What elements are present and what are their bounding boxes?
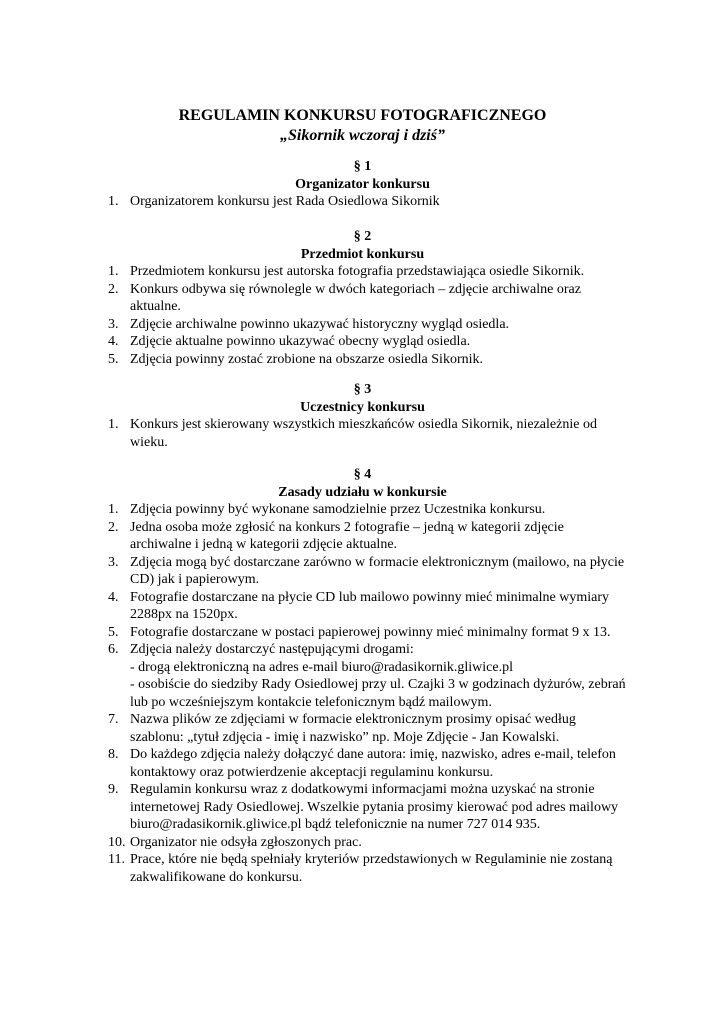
item-text: Jedna osoba może zgłosić na konkurs 2 fotografie – jedną w kategorii zdjęcie archiwalne i jedną w kategorii zdjęcie aktualne. [130, 519, 564, 552]
item-number: 2. [108, 281, 119, 297]
item-number: 1. [108, 194, 119, 209]
item-number: 3. [108, 316, 119, 332]
item-number: 9. [108, 782, 119, 797]
item-number: 3. [108, 554, 119, 570]
item-text: Zdjęcie aktualne powinno ukazywać obecny wygląd osiedla. [130, 334, 471, 349]
list-item [0, 624, 725, 642]
list-item [0, 281, 725, 316]
item-text: Nazwa plików ze zdjęciami w formacie elektronicznym prosimy opisać według szablonu: „tytuł zdjęcia - imię i nazwisko” np. Moje Zdjęcie - Jan Kowalski. [130, 712, 576, 745]
item-text: Fotografie dostarczane w postaci papierowej powinny mieć minimalny format 9 x 13. [130, 624, 611, 640]
item-text: Organizatorem konkursu jest Rada Osiedlowa Sikornik [130, 194, 440, 209]
item-text: Przedmiotem konkursu jest autorska fotografia przedstawiająca osiedle Sikornik. [130, 264, 585, 279]
item-number: 1. [108, 502, 119, 517]
item-number: 1. [108, 264, 119, 279]
delivery-method-in-person: - osobiście do siedziby Rady Osiedlowej przy ul. Czajki 3 w godzinach dyżurów, zebrań lub po wcześniejszym kontakcie telefonicznym bądź mailowym. [130, 677, 626, 710]
item-text: Regulamin konkursu wraz z dodatkowymi informacjami można uzyskać na stronie internetowej Rady Osiedlowej. Wszelkie pytania prosimy kierować pod adres mailowy biuro@radasikornik.gliwice.pl bądź telefonicznie na numer 727 014 935. [130, 782, 619, 832]
list-item [0, 519, 725, 554]
section-title: Organizator konkursu [295, 176, 430, 192]
item-number: 6. [108, 642, 119, 657]
item-text: Konkurs odbywa się równolegle w dwóch kategoriach – zdjęcie archiwalne oraz aktualne. [130, 281, 581, 314]
list-item [0, 851, 725, 886]
section-title: Zasady udziału w konkursie [278, 484, 447, 500]
list-item [0, 263, 725, 281]
document-subtitle: „Sikornik wczoraj i dziś” [280, 127, 445, 144]
list-item [0, 711, 725, 746]
item-number: 8. [108, 747, 119, 762]
item-number: 2. [108, 519, 119, 535]
list-item [0, 316, 725, 334]
section-number: § 1 [353, 159, 372, 174]
list-item [0, 193, 725, 211]
section-rules [0, 466, 725, 886]
item-text: Fotografie dostarczane na płycie CD lub mailowo powinny mieć minimalne wymiary 2288px na 1520px. [130, 589, 609, 622]
delivery-method-email: - drogą elektroniczną na adres e-mail biuro@radasikornik.gliwice.pl [130, 659, 513, 675]
item-text: Zdjęcia powinny być wykonane samodzielnie przez Uczestnika konkursu. [130, 502, 546, 517]
item-text: Konkurs jest skierowany wszystkich mieszkańców osiedla Sikornik, niezależnie od wieku. [130, 417, 597, 450]
item-text: Zdjęcia mogą być dostarczane zarówno w formacie elektronicznym (mailowo, na płycie CD) jak i papierowym. [130, 554, 625, 587]
item-text: Zdjęcia należy dostarczyć następującymi drogami: [130, 642, 414, 657]
item-text: Zdjęcia powinny zostać zrobione na obszarze osiedla Sikornik. [130, 351, 483, 367]
list-item [0, 416, 725, 451]
item-number: 10. [108, 834, 126, 850]
item-number: 11. [108, 852, 125, 867]
list-item [0, 554, 725, 589]
section-participants [0, 381, 725, 451]
item-number: 4. [108, 589, 119, 605]
item-number: 5. [108, 351, 119, 367]
list-item [0, 589, 725, 624]
list-item [0, 351, 725, 369]
section-organizer [0, 158, 725, 211]
list-item [0, 746, 725, 781]
section-title: Uczestnicy konkursu [300, 399, 425, 415]
list-item [0, 834, 725, 852]
item-text: Do każdego zdjęcia należy dołączyć dane autora: imię, nazwisko, adres e-mail, telefon kontaktowy oraz potwierdzenie akceptacji regulaminu konkursu. [130, 747, 616, 780]
section-number: § 2 [353, 229, 372, 244]
document-title: REGULAMIN KONKURSU FOTOGRAFICZNEGO [178, 107, 547, 124]
list-item [0, 781, 725, 834]
item-number: 1. [108, 417, 119, 432]
section-title: Przedmiot konkursu [300, 246, 425, 262]
list-item [0, 641, 725, 711]
item-number: 7. [108, 712, 119, 727]
section-number: § 4 [353, 467, 372, 482]
section-subject [0, 228, 725, 368]
section-number: § 3 [353, 382, 372, 397]
list-item [0, 501, 725, 519]
item-text: Zdjęcie archiwalne powinno ukazywać historyczny wygląd osiedla. [130, 316, 510, 332]
item-number: 5. [108, 624, 119, 640]
list-item [0, 333, 725, 351]
item-text: Organizator nie odsyła zgłoszonych prac. [130, 834, 362, 850]
item-text: Prace, które nie będą spełniały kryteriów przedstawionych w Regulaminie nie zostaną zakwalifikowane do konkursu. [130, 852, 613, 885]
item-number: 4. [108, 334, 119, 349]
